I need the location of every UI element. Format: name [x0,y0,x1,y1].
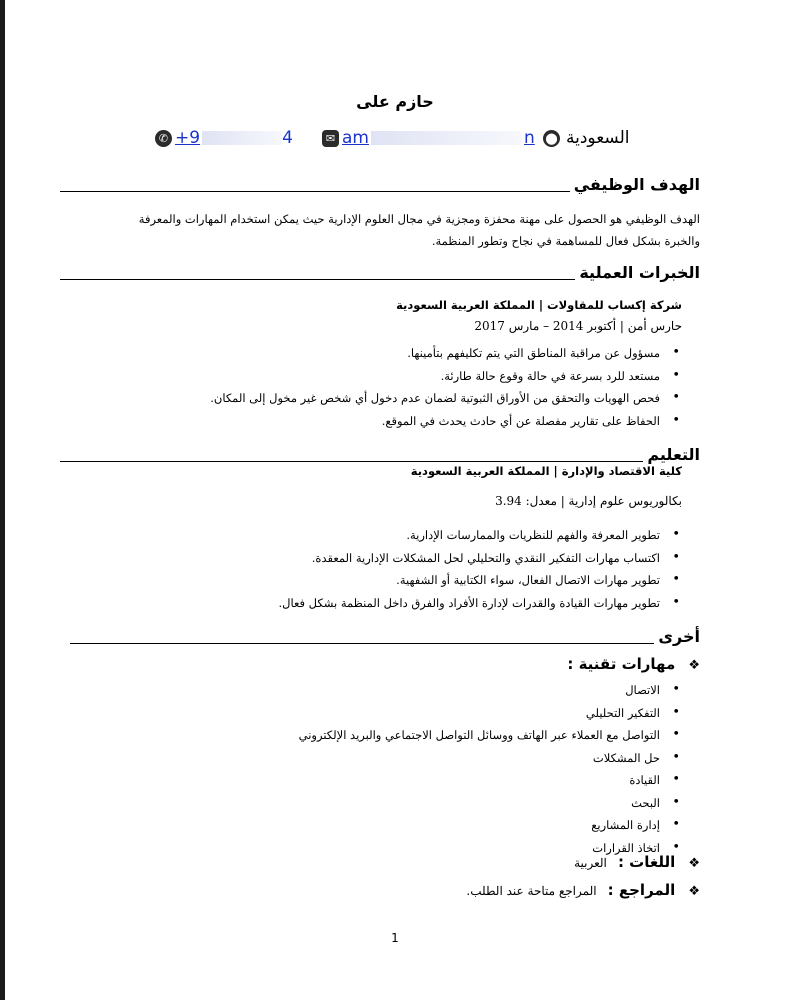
languages-title: اللغات : [617,853,676,871]
redacted-phone [202,131,282,145]
list-item: • التواصل مع العملاء عبر الهاتف ووسائل التواصل الاجتماعي والبريد الإلكتروني [155,724,682,747]
phone-link[interactable]: +9 [175,128,201,148]
list-item: • مستعد للرد بسرعة في حالة وقوع حالة طارئة. [155,365,682,388]
list-item: • التفكير التحليلي [155,702,682,725]
country-text: السعودية [566,128,630,148]
location-contact [543,128,629,148]
other-title: أخرى [658,627,700,646]
objective-text: الهدف الوظيفي هو الحصول على مهنة محفزة ومجزية في مجال العلوم الإدارية حيث يمكن استخدام المهارات والمعرفة والخبرة بشكل فعال للمساهمة في نجاح وتطور المنظمة. [138,212,700,248]
document-page [5,0,785,1000]
diamond-bullet-icon: ❖ [688,856,700,871]
list-item: • الاتصال [155,679,682,702]
list-item: • تطوير مهارات القيادة والقدرات لإدارة الأفراد والفرق داخل المنظمة بشكل فعال. [155,592,682,615]
heading-rule [60,191,570,192]
list-item: • البحث [155,792,682,815]
list-item: • حل المشكلات [155,747,682,770]
heading-rule [60,279,575,280]
email-contact[interactable] [322,128,535,148]
objective-title: الهدف الوظيفي [573,175,700,194]
references-value: المراجع متاحة عند الطلب. [466,884,597,898]
education-heading [60,440,700,466]
degree-line: بكالوريوس علوم إدارية | معدل: 3.94 [495,494,682,508]
references-title: المراجع : [607,881,676,899]
school-line: كلية الاقتصاد والإدارة | المملكة العربية السعودية [410,464,682,478]
phone-tail: 4 [282,128,293,148]
languages-row [305,852,700,871]
education-title: التعليم [647,445,700,464]
experience-title: الخبرات العملية [579,263,700,282]
list-item: • مسؤول عن مراقبة المناطق التي يتم تكليفهم بتأمينها. [155,342,682,365]
contact-line [155,128,630,154]
role-line: حارس أمن | أكتوبر 2014 – مارس 2017 [474,319,682,333]
skills-list [155,679,682,859]
skills-title: مهارات تقنية : [567,655,676,673]
duties-list [155,342,682,432]
envelope-icon: ✉ [322,130,339,147]
heading-rule [60,461,643,462]
languages-value: العربية [574,856,607,870]
location-pin-icon: ⬤ [543,130,560,147]
list-item: • تطوير مهارات الاتصال الفعال، سواء الكتابية أو الشفهية. [155,569,682,592]
references-row [305,880,700,899]
company-line: شركة إكساب للمقاولات | المملكة العربية السعودية [396,298,682,312]
page-number: 1 [391,931,399,945]
duties-list-wrap [155,342,682,432]
other-heading [70,622,700,648]
experience-heading [60,258,700,284]
list-item: • القيادة [155,769,682,792]
candidate-name: حازم على [356,92,434,111]
list-item: • اتخاذ القرارات [155,837,682,860]
list-item: • تطوير المعرفة والفهم للنظريات والممارسات الإدارية. [155,524,682,547]
skills-heading [305,654,700,673]
phone-contact[interactable] [155,128,293,148]
education-list-wrap [155,524,682,614]
education-list [155,524,682,614]
diamond-bullet-icon: ❖ [688,884,700,899]
diamond-bullet-icon: ❖ [688,658,700,673]
list-item: • اكتساب مهارات التفكير النقدي والتحليلي لحل المشكلات الإدارية المعقدة. [155,547,682,570]
email-tail[interactable]: n [523,128,535,148]
objective-heading [60,170,700,196]
heading-rule [70,643,654,644]
list-item: • الحفاظ على تقارير مفصلة عن أي حادث يحدث في الموقع. [155,410,682,433]
email-link[interactable]: am [342,128,369,148]
list-item: • إدارة المشاريع [155,814,682,837]
list-item: • فحص الهويات والتحقق من الأوراق الثبوتية لضمان عدم دخول أي شخص غير مخول إلى المكان. [155,387,682,410]
skills-list-wrap [155,679,682,859]
redacted-email [371,131,521,145]
phone-icon: ✆ [155,130,172,147]
